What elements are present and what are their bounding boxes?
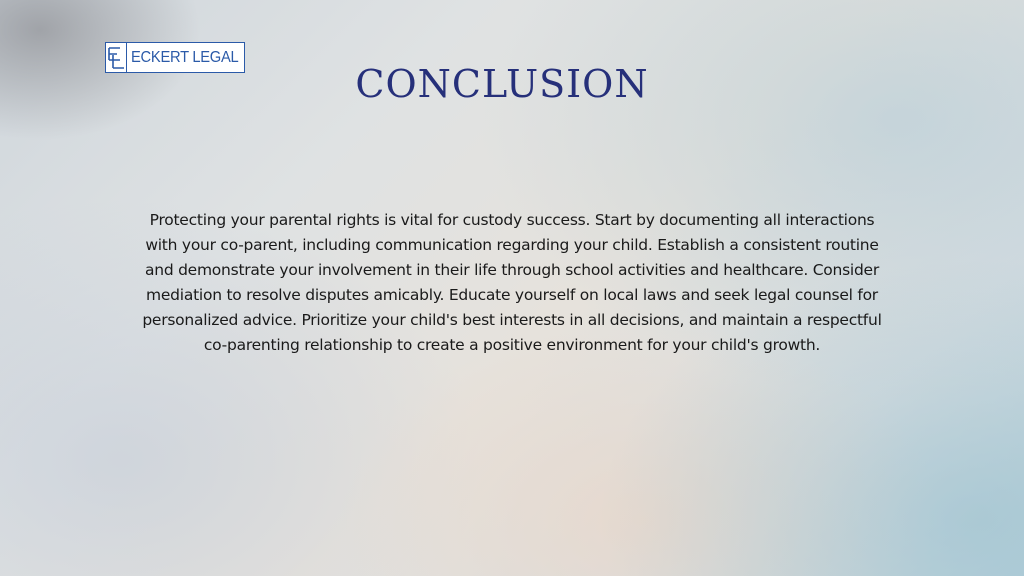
logo-text: ECKERT LEGAL bbox=[131, 48, 239, 66]
page-title: CONCLUSION bbox=[355, 62, 649, 106]
body-paragraph: Protecting your parental rights is vital for custody success. Start by documenting all interactions with your co-parent, including communication regarding your child. Establish a consistent routine and demonstrate your involvement in their life through school activities and healthcare. Consider mediation to resolve disputes amicably. Educate yourself on local laws and seek legal counsel for personalized advice. Prioritize your child's best interests in all decisions, and maintain a respectful co-parenting relationship to create a positive environment for your child's growth. bbox=[142, 211, 882, 354]
